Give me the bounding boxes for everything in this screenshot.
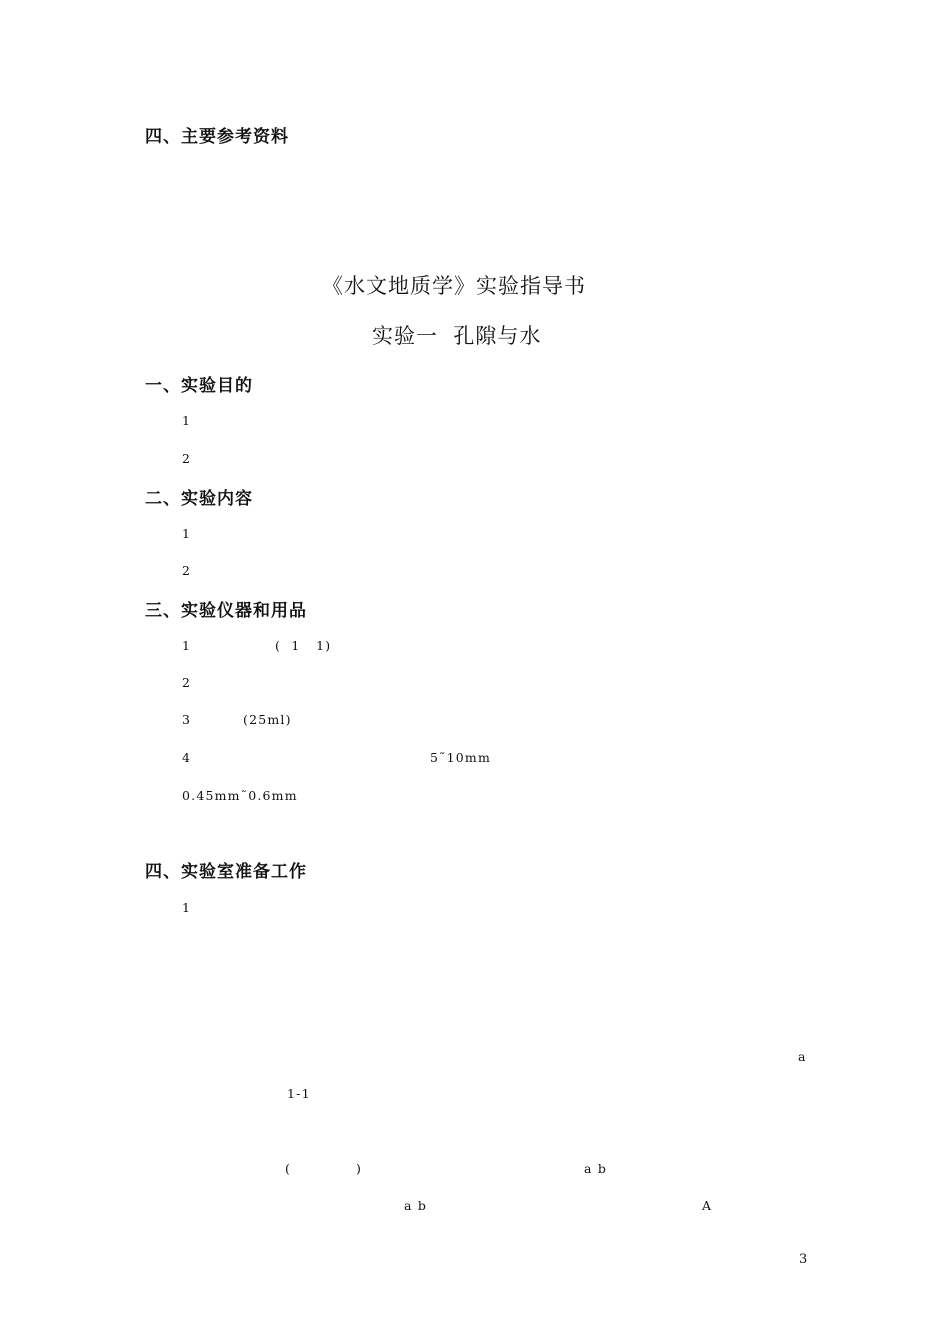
section-3-line-5: 0.45mm˜0.6mm (182, 788, 298, 803)
section-1-heading: 一、实验目的 (145, 376, 253, 396)
section-3-line-2: 2 (182, 675, 192, 690)
section-4-line-9b: a b (404, 1198, 433, 1213)
section-1-line-1: 1 (182, 413, 192, 428)
section-4-line-5c: a (798, 1049, 807, 1064)
section-4-heading: 四、实验室准备工作 (145, 862, 307, 882)
experiment-title: 实验一 孔隙与水 (372, 324, 542, 348)
section-3-line-1b: ( 1 1) (275, 638, 332, 653)
document-title: 《水文地质学》实验指导书 (322, 274, 586, 298)
section-3-line-3b: (25ml) (243, 712, 292, 727)
section-4-line-9c: A (702, 1198, 718, 1213)
section-4-line-8f: a b (584, 1161, 613, 1176)
section-3-heading: 三、实验仪器和用品 (145, 601, 307, 621)
section-2-line-1: 1 (182, 526, 192, 541)
section-3-line-3a: 3 (182, 712, 192, 727)
section-2-line-2: 2 (182, 563, 192, 578)
references-heading: 四、主要参考资料 (145, 127, 289, 147)
section-4-line-8d: ) (356, 1161, 363, 1176)
section-4-line-1: 1 (182, 900, 192, 915)
section-4-line-8c: ( (285, 1161, 292, 1176)
section-3-line-4a: 4 (182, 750, 192, 765)
section-4-line-6b: 1-1 (287, 1086, 311, 1101)
section-2-heading: 二、实验内容 (145, 489, 253, 509)
section-3-line-4b: 5˜10mm (430, 750, 492, 765)
section-1-line-2: 2 (182, 451, 192, 466)
page-number: 3 (799, 1252, 808, 1267)
section-3-line-1a: 1 (182, 638, 192, 653)
